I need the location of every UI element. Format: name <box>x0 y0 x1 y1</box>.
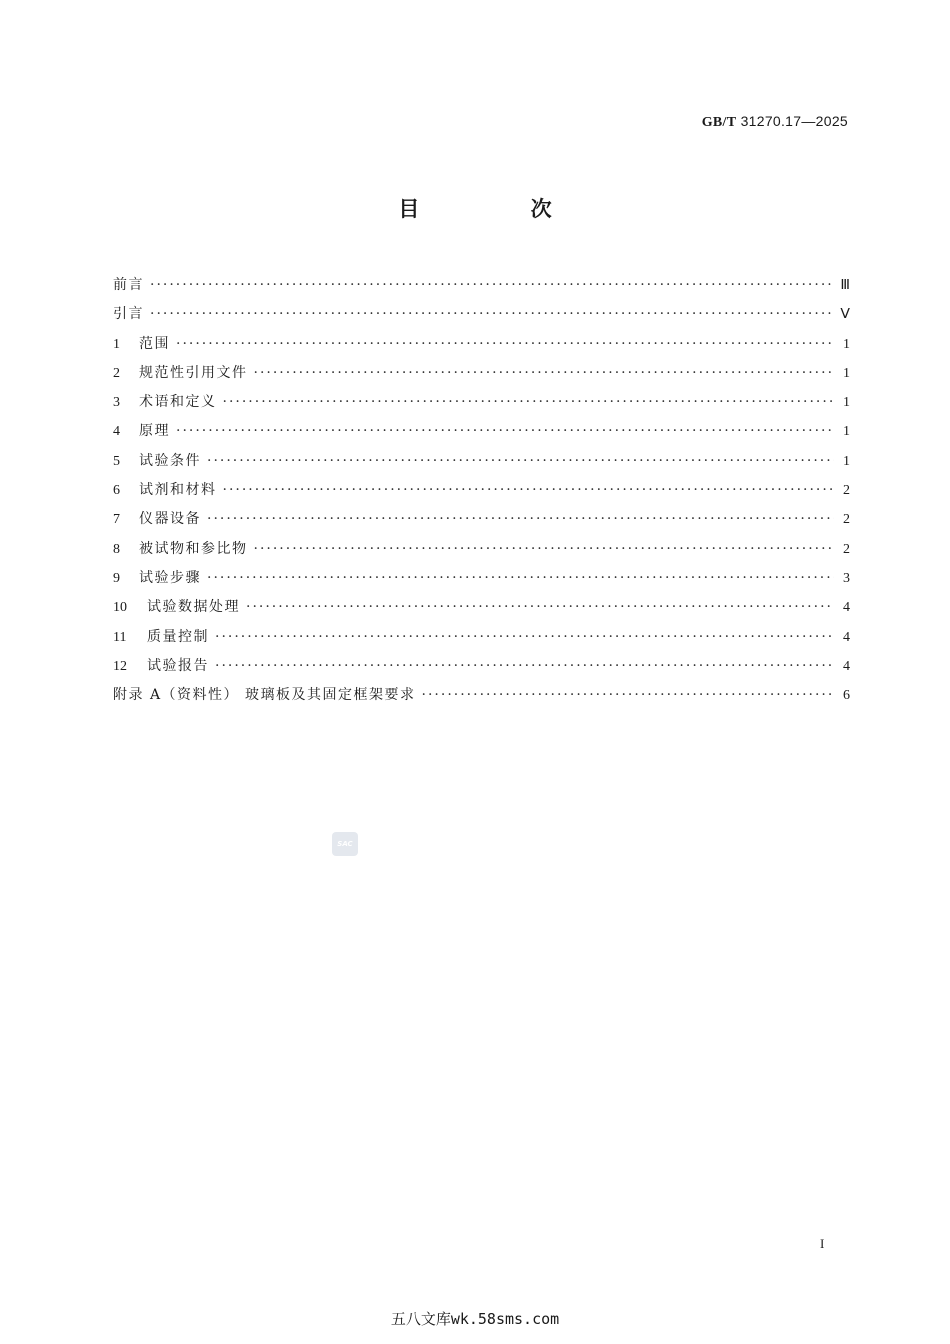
toc-entry-page: 1 <box>843 453 850 469</box>
toc-entry-page: 1 <box>843 395 850 411</box>
toc-entry-label: 附录 A（资料性） 玻璃板及其固定框架要求 <box>113 687 416 704</box>
toc-entry-label: 原理 <box>139 423 170 440</box>
toc-entry-introduction[interactable] <box>113 303 850 332</box>
toc-leader-dots <box>176 336 834 352</box>
toc-entry-label: 试验条件 <box>139 452 201 469</box>
standard-prefix: GB/T <box>701 115 737 130</box>
table-of-contents <box>113 274 850 713</box>
toc-entry-page: 1 <box>843 336 850 352</box>
toc-entry-page: 4 <box>843 658 850 674</box>
toc-leader-dots <box>176 423 834 439</box>
toc-entry-number: 3 <box>113 395 120 411</box>
toc-entry-number: 8 <box>113 541 120 557</box>
toc-entry-page: 4 <box>843 600 850 616</box>
toc-leader-dots <box>223 482 835 498</box>
footer-site-link[interactable]: 五八文库wk.58sms.com <box>390 1310 560 1328</box>
toc-entry-9[interactable] <box>113 567 850 596</box>
toc-entry-page: Ⅴ <box>840 307 850 323</box>
toc-entry-label: 质量控制 <box>147 628 209 645</box>
toc-entry-page: 1 <box>843 424 850 440</box>
toc-entry-annex-a[interactable] <box>113 684 850 713</box>
toc-entry-label: 规范性引用文件 <box>139 364 248 381</box>
toc-entry-3[interactable] <box>113 391 850 420</box>
toc-entry-label: 试剂和材料 <box>139 482 217 499</box>
toc-leader-dots <box>223 394 835 410</box>
toc-entry-page: 6 <box>843 688 850 704</box>
toc-entry-label: 术语和定义 <box>139 394 217 411</box>
toc-leader-dots <box>254 365 835 381</box>
toc-entry-number: 1 <box>113 336 120 352</box>
standard-code <box>702 113 848 131</box>
toc-entry-number: 11 <box>113 629 127 645</box>
toc-entry-page: 1 <box>843 365 850 381</box>
toc-leader-dots <box>150 277 834 293</box>
toc-entry-foreword[interactable] <box>113 274 850 303</box>
toc-leader-dots <box>254 541 835 557</box>
toc-entry-number: 2 <box>113 365 120 381</box>
toc-entry-12[interactable] <box>113 655 850 684</box>
toc-entry-number: 9 <box>113 570 120 586</box>
toc-entry-label: 被试物和参比物 <box>139 540 248 557</box>
toc-entry-11[interactable] <box>113 626 850 655</box>
standard-number: 31270.17—2025 <box>740 113 848 129</box>
toc-entry-6[interactable] <box>113 479 850 508</box>
toc-entry-number: 12 <box>113 658 127 674</box>
toc-entry-number: 4 <box>113 424 120 440</box>
toc-entry-page: 3 <box>843 570 850 586</box>
toc-entry-page: 4 <box>843 629 850 645</box>
toc-entry-label: 试验步骤 <box>139 569 201 586</box>
toc-leader-dots <box>207 570 834 586</box>
toc-entry-page: 2 <box>843 483 850 499</box>
toc-leader-dots <box>207 453 834 469</box>
toc-leader-dots <box>215 658 834 674</box>
toc-leader-dots <box>422 687 834 703</box>
toc-entry-label: 范围 <box>139 335 170 352</box>
toc-entry-label: 引言 <box>113 306 144 323</box>
toc-entry-label: 仪器设备 <box>139 511 201 528</box>
toc-entry-8[interactable] <box>113 538 850 567</box>
toc-entry-label: 前言 <box>113 277 144 293</box>
toc-leader-dots <box>246 599 834 615</box>
toc-leader-dots <box>215 629 834 645</box>
toc-entry-page: 2 <box>843 541 850 557</box>
toc-entry-1[interactable] <box>113 333 850 362</box>
toc-entry-page: Ⅲ <box>840 278 850 293</box>
toc-entry-4[interactable] <box>113 420 850 449</box>
toc-leader-dots <box>207 511 834 527</box>
toc-entry-number: 7 <box>113 512 120 528</box>
toc-entry-7[interactable] <box>113 508 850 537</box>
toc-entry-label: 试验报告 <box>147 657 209 674</box>
sac-watermark-logo <box>332 832 358 856</box>
toc-entry-5[interactable] <box>113 450 850 479</box>
toc-entry-number: 5 <box>113 453 120 469</box>
toc-entry-10[interactable] <box>113 596 850 625</box>
toc-title: 目 次 <box>398 197 604 221</box>
toc-entry-2[interactable] <box>113 362 850 391</box>
toc-entry-page: 2 <box>843 512 850 528</box>
sac-watermark-text: SAC <box>337 840 353 848</box>
toc-entry-number: 6 <box>113 483 120 499</box>
toc-leader-dots <box>150 306 834 322</box>
toc-entry-number: 10 <box>113 600 127 616</box>
page-number: I <box>820 1236 825 1251</box>
toc-entry-label: 试验数据处理 <box>147 599 240 616</box>
